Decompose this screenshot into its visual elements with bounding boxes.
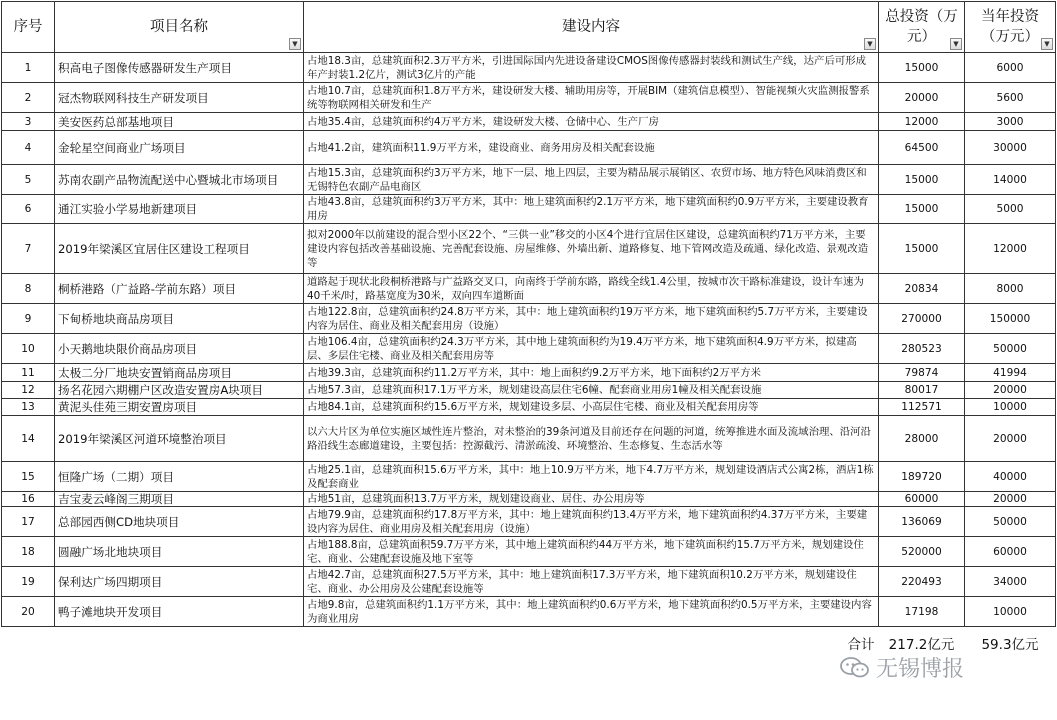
project-table xyxy=(1,1,1056,663)
row-content: 拟对2000年以前建设的混合型小区22个、“三供一业”移交的小区4个进行宜居住区建设，总建筑面积约71万平方米，主要建设内容包括改善基础设施、完善配套设施、房屋维修、外墙出新、道路修复、地下管网改造及疏通、绿化改造、景观改造等 xyxy=(304,224,879,274)
row-seq: 15 xyxy=(2,462,55,492)
row-year-invest: 5000 xyxy=(965,195,1056,224)
row-seq: 1 xyxy=(2,53,55,83)
row-total-invest: 20000 xyxy=(879,83,965,113)
table-body xyxy=(2,53,1056,627)
row-total-invest: 15000 xyxy=(879,195,965,224)
table-row xyxy=(2,416,1056,462)
row-total-invest: 20834 xyxy=(879,274,965,304)
filter-dropdown-icon[interactable]: ▼ xyxy=(864,38,876,50)
row-year-invest: 20000 xyxy=(965,382,1056,399)
header-row xyxy=(2,2,1056,53)
row-seq: 11 xyxy=(2,364,55,382)
row-content: 占地122.8亩，总建筑面积约24.8万平方米，其中：地上建筑面积约19万平方米，地下建筑面积约5.7万平方米，主要建设内容为居住、商业及相关配套用房（设施） xyxy=(304,304,879,334)
table-row xyxy=(2,537,1056,567)
table-row xyxy=(2,304,1056,334)
filter-dropdown-icon[interactable]: ▼ xyxy=(950,38,962,50)
row-content: 占地57.3亩，总建筑面积17.1万平方米，规划建设高层住宅6幢、配套商业用房1幢及相关配套设施 xyxy=(304,382,879,399)
row-project-name: 小天鹅地块限价商品房项目 xyxy=(55,334,304,364)
header-content xyxy=(304,2,879,53)
header-name xyxy=(55,2,304,53)
row-content: 占地25.1亩，总建筑面积15.6万平方米，其中：地上10.9万平方米，地下4.7万平方米，规划建设酒店式公寓2栋，酒店1栋及配套商业 xyxy=(304,462,879,492)
row-seq: 4 xyxy=(2,131,55,165)
table-row xyxy=(2,462,1056,492)
header-total-invest-label: 总投资（万元） xyxy=(885,9,958,45)
row-content: 占地43.8亩，总建筑面积约3万平方米，其中：地上建筑面积约2.1万平方米，地下建筑面积约0.9万平方米，主要建设教育用房 xyxy=(304,195,879,224)
header-seq-label: 序号 xyxy=(13,19,43,35)
row-project-name: 苏南农副产品物流配送中心暨城北市场项目 xyxy=(55,165,304,195)
row-seq: 2 xyxy=(2,83,55,113)
table-row xyxy=(2,364,1056,382)
row-project-name: 2019年梁溪区河道环境整治项目 xyxy=(55,416,304,462)
row-project-name: 通江实验小学易地新建项目 xyxy=(55,195,304,224)
row-total-invest: 15000 xyxy=(879,53,965,83)
row-total-invest: 60000 xyxy=(879,492,965,507)
row-content: 占地42.7亩，总建筑面积27.5万平方米，其中：地上建筑面积17.3万平方米，地下建筑面积10.2万平方米，规划建设住宅、商业、办公用房及公建配套设施等 xyxy=(304,567,879,597)
row-seq: 16 xyxy=(2,492,55,507)
row-project-name: 黄泥头佳苑三期安置房项目 xyxy=(55,399,304,416)
row-year-invest: 10000 xyxy=(965,399,1056,416)
row-project-name: 鸭子滩地块开发项目 xyxy=(55,597,304,627)
row-seq: 19 xyxy=(2,567,55,597)
row-year-invest: 50000 xyxy=(965,507,1056,537)
row-content: 占地188.8亩，总建筑面积59.7万平方米，其中地上建筑面积约44万平方米，地下建筑面积约15.7万平方米，规划建设住宅、商业、公建配套设施及地下室等 xyxy=(304,537,879,567)
row-project-name: 吉宝麦云峰阁三期项目 xyxy=(55,492,304,507)
table-row xyxy=(2,113,1056,131)
row-year-invest: 3000 xyxy=(965,113,1056,131)
row-seq: 3 xyxy=(2,113,55,131)
row-seq: 20 xyxy=(2,597,55,627)
year-invest-sum: 59.3亿元 xyxy=(981,637,1039,653)
row-seq: 17 xyxy=(2,507,55,537)
table-row xyxy=(2,83,1056,113)
total-invest-sum: 217.2亿元 xyxy=(888,637,955,653)
row-seq: 13 xyxy=(2,399,55,416)
row-project-name: 2019年梁溪区宜居住区建设工程项目 xyxy=(55,224,304,274)
row-project-name: 扬名花园六期棚户区改造安置房A块项目 xyxy=(55,382,304,399)
row-total-invest: 189720 xyxy=(879,462,965,492)
row-seq: 14 xyxy=(2,416,55,462)
row-project-name: 金轮星空间商业广场项目 xyxy=(55,131,304,165)
row-seq: 9 xyxy=(2,304,55,334)
row-year-invest: 34000 xyxy=(965,567,1056,597)
table-row xyxy=(2,274,1056,304)
row-project-name: 保利达广场四期项目 xyxy=(55,567,304,597)
row-total-invest: 15000 xyxy=(879,224,965,274)
row-project-name: 冠杰物联网科技生产研发项目 xyxy=(55,83,304,113)
total-label: 合计 xyxy=(847,637,875,653)
row-project-name: 桐桥港路（广益路-学前东路）项目 xyxy=(55,274,304,304)
row-content: 道路起于现状北段桐桥港路与广益路交叉口，向南终于学前东路，路线全线1.4公里，按城市次干路标准建设，设计车速为40千米/时，路基宽度为30米，双向四车道断面 xyxy=(304,274,879,304)
row-total-invest: 17198 xyxy=(879,597,965,627)
row-total-invest: 80017 xyxy=(879,382,965,399)
table-row xyxy=(2,224,1056,274)
table-row xyxy=(2,382,1056,399)
row-seq: 18 xyxy=(2,537,55,567)
header-year-invest xyxy=(965,2,1056,53)
row-year-invest: 30000 xyxy=(965,131,1056,165)
row-project-name: 美安医药总部基地项目 xyxy=(55,113,304,131)
header-total-invest xyxy=(879,2,965,53)
row-total-invest: 280523 xyxy=(879,334,965,364)
header-content-label: 建设内容 xyxy=(562,19,620,35)
row-total-invest: 220493 xyxy=(879,567,965,597)
row-total-invest: 79874 xyxy=(879,364,965,382)
table-row xyxy=(2,399,1056,416)
row-year-invest: 8000 xyxy=(965,274,1056,304)
row-total-invest: 64500 xyxy=(879,131,965,165)
header-year-invest-label: 当年投资（万元） xyxy=(981,9,1039,45)
table-row xyxy=(2,195,1056,224)
row-year-invest: 10000 xyxy=(965,597,1056,627)
row-total-invest: 112571 xyxy=(879,399,965,416)
header-name-label: 项目名称 xyxy=(150,19,208,35)
row-seq: 7 xyxy=(2,224,55,274)
filter-dropdown-icon[interactable]: ▼ xyxy=(1041,38,1053,50)
row-year-invest: 50000 xyxy=(965,334,1056,364)
row-content: 以六大片区为单位实施区域性连片整治，对未整治的39条河道及目前还存在问题的河道，统筹推进水面及流域治理、沿河沿路沿线生态廊道建设，主要包括：控源截污、清淤疏浚、环境整治、生态修复、生态活水等 xyxy=(304,416,879,462)
row-project-name: 恒隆广场（二期）项目 xyxy=(55,462,304,492)
row-project-name: 圆融广场北地块项目 xyxy=(55,537,304,567)
row-content: 占地9.8亩，总建筑面积约1.1万平方米，其中：地上建筑面积约0.6万平方米，地下建筑面积约0.5万平方米，主要建设内容为商业用房 xyxy=(304,597,879,627)
row-seq: 12 xyxy=(2,382,55,399)
row-total-invest: 12000 xyxy=(879,113,965,131)
row-seq: 6 xyxy=(2,195,55,224)
table-row xyxy=(2,597,1056,627)
row-seq: 10 xyxy=(2,334,55,364)
table-row xyxy=(2,165,1056,195)
row-year-invest: 20000 xyxy=(965,416,1056,462)
row-content: 占地18.3亩，总建筑面积2.3万平方米，引进国际国内先进设备建设CMOS图像传感器封装线和测试生产线，达产后可形成年产封装1.2亿片，测试3亿片的产能 xyxy=(304,53,879,83)
row-content: 占地41.2亩，建筑面积11.9万平方米，建设商业、商务用房及相关配套设施 xyxy=(304,131,879,165)
row-seq: 5 xyxy=(2,165,55,195)
table-row xyxy=(2,334,1056,364)
row-content: 占地15.3亩，总建筑面积约3万平方米，地下一层、地上四层，主要为精品展示展销区、农贸市场、地方特色风味消费区和无锡特色农副产品电商区 xyxy=(304,165,879,195)
table-row xyxy=(2,53,1056,83)
total-row xyxy=(2,627,1056,664)
row-total-invest: 520000 xyxy=(879,537,965,567)
row-content: 占地106.4亩，总建筑面积约24.3万平方米，其中地上建筑面积约为19.4万平方米，地下建筑面积4.9万平方米，拟建高层、多层住宅楼、商业及相关配套用房等 xyxy=(304,334,879,364)
row-content: 占地79.9亩，总建筑面积约17.8万平方米，其中：地上建筑面积约13.4万平方米，地下建筑面积约4.37万平方米，主要建设内容为居住、商业用房及相关配套用房（设施） xyxy=(304,507,879,537)
table-row xyxy=(2,492,1056,507)
row-total-invest: 136069 xyxy=(879,507,965,537)
row-total-invest: 28000 xyxy=(879,416,965,462)
table-row xyxy=(2,507,1056,537)
row-year-invest: 12000 xyxy=(965,224,1056,274)
row-content: 占地39.3亩，总建筑面积约11.2万平方米，其中：地上面积约9.2万平方米，地下面积约2万平方米 xyxy=(304,364,879,382)
row-year-invest: 5600 xyxy=(965,83,1056,113)
row-content: 占地51亩，总建筑面积13.7万平方米，规划建设商业、居住、办公用房等 xyxy=(304,492,879,507)
row-year-invest: 40000 xyxy=(965,462,1056,492)
row-year-invest: 60000 xyxy=(965,537,1056,567)
row-year-invest: 41994 xyxy=(965,364,1056,382)
row-content: 占地35.4亩，总建筑面积约4万平方米，建设研发大楼、仓储中心、生产厂房 xyxy=(304,113,879,131)
row-project-name: 下甸桥地块商品房项目 xyxy=(55,304,304,334)
row-year-invest: 6000 xyxy=(965,53,1056,83)
row-total-invest: 270000 xyxy=(879,304,965,334)
filter-dropdown-icon[interactable]: ▼ xyxy=(289,38,301,50)
row-project-name: 太极二分厂地块安置销商品房项目 xyxy=(55,364,304,382)
row-content: 占地10.7亩，总建筑面积1.8万平方米，建设研发大楼、辅助用房等，开展BIM（建筑信息模型）、智能视频火灾监测报警系统等物联网相关研发和生产 xyxy=(304,83,879,113)
row-year-invest: 14000 xyxy=(965,165,1056,195)
row-seq: 8 xyxy=(2,274,55,304)
row-total-invest: 15000 xyxy=(879,165,965,195)
row-year-invest: 150000 xyxy=(965,304,1056,334)
table-row xyxy=(2,131,1056,165)
watermark-text: 无锡博报 xyxy=(876,657,965,682)
header-seq xyxy=(2,2,55,53)
row-project-name: 积高电子图像传感器研发生产项目 xyxy=(55,53,304,83)
row-project-name: 总部园西侧CD地块项目 xyxy=(55,507,304,537)
table-row xyxy=(2,567,1056,597)
row-content: 占地84.1亩，总建筑面积约15.6万平方米，规划建设多层、小高层住宅楼、商业及相关配套用房等 xyxy=(304,399,879,416)
row-year-invest: 20000 xyxy=(965,492,1056,507)
